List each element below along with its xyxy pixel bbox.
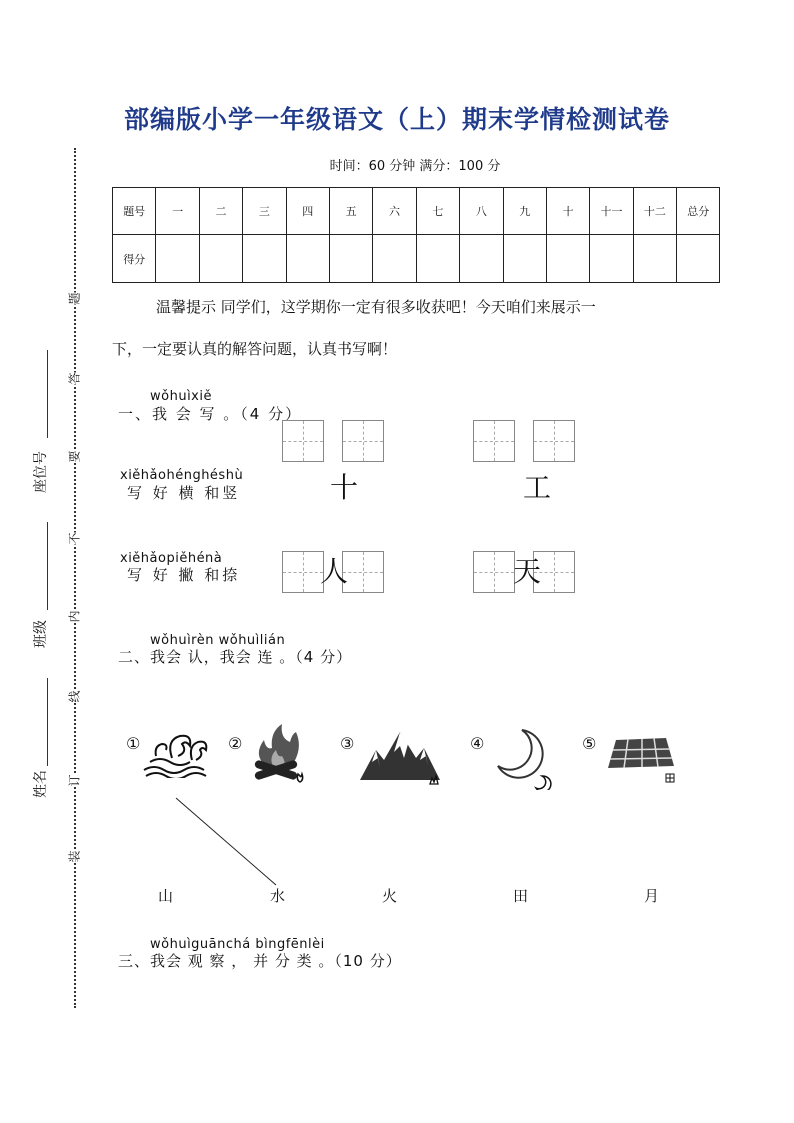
picture-number: ⑤ (582, 734, 597, 753)
score-row-label: 得分 (113, 235, 156, 283)
page-title: 部编版小学一年级语文（上）期末学情检测试卷 (123, 105, 670, 134)
match-char[interactable]: 山 (158, 887, 174, 905)
name-blank[interactable] (47, 678, 49, 766)
match-char[interactable]: 水 (270, 887, 286, 905)
binding-dotted-line (74, 148, 76, 1008)
score-col: 总分 (677, 188, 720, 235)
score-col: 九 (503, 188, 546, 235)
binding-char: 题 (67, 292, 82, 305)
section3-pinyin: wǒhuìguānchá bìngfēnlèi (150, 937, 325, 952)
match-char[interactable]: 火 (382, 887, 398, 905)
tip-line-1: 温馨提示 同学们，这学期你一定有很多收获吧！今天咱们来展示一 (156, 298, 596, 316)
score-col: 七 (416, 188, 459, 235)
row1-pinyin: xiěhǎohénghéshù (120, 468, 244, 483)
binding-char: 内 (67, 610, 82, 623)
section1-title: 一、我 会 写 。（4 分） (118, 405, 303, 423)
score-col: 五 (329, 188, 372, 235)
score-col: 十一 (590, 188, 633, 235)
model-char: 人 (320, 555, 349, 588)
class-blank[interactable] (47, 522, 49, 610)
model-char: 十 (330, 471, 359, 504)
match-char[interactable]: 月 (644, 887, 660, 905)
score-col: 二 (199, 188, 242, 235)
binding-char: 装 (67, 850, 82, 863)
exam-info: 时间：60 分钟 满分：100 分 (329, 159, 501, 174)
name-label: 姓名 (33, 770, 49, 798)
score-col: 一 (156, 188, 199, 235)
score-col: 六 (373, 188, 416, 235)
score-col: 三 (243, 188, 286, 235)
row2-text: 写 好 撇 和捺 (127, 566, 241, 584)
section1-pinyin: wǒhuìxiě (150, 389, 212, 404)
section3-title: 三、我会 观 察 ， 并 分 类 。（10 分） (118, 952, 402, 970)
model-char: 工 (523, 471, 552, 504)
tip-line-2: 下，一定要认真的解答问题，认真书写啊！ (112, 340, 398, 358)
class-label: 班级 (33, 620, 49, 648)
seat-number-label: 座位号 (33, 451, 49, 493)
binding-char: 订 (67, 774, 82, 787)
row2-pinyin: xiěhǎopiěhénà (120, 551, 223, 566)
match-char[interactable]: 田 (513, 887, 529, 905)
score-table-header-label: 题号 (113, 188, 156, 235)
picture-number: ④ (470, 734, 485, 753)
score-col: 十二 (633, 188, 676, 235)
picture-number: ② (228, 734, 243, 753)
section2-title: 二、我会 认，我会 连 。（4 分） (118, 648, 353, 666)
model-char: 天 (513, 555, 542, 588)
binding-char: 不 (67, 532, 82, 545)
binding-char: 线 (67, 690, 82, 703)
picture-number: ① (126, 734, 141, 753)
seat-number-blank[interactable] (47, 350, 49, 438)
picture-number: ③ (340, 734, 355, 753)
score-col: 四 (286, 188, 329, 235)
section2-pinyin: wǒhuìrèn wǒhuìlián (150, 633, 286, 648)
binding-char: 要 (67, 450, 82, 463)
binding-char: 答 (67, 372, 82, 385)
score-col: 八 (460, 188, 503, 235)
score-col: 十 (546, 188, 589, 235)
row1-text: 写 好 横 和竖 (127, 484, 241, 502)
